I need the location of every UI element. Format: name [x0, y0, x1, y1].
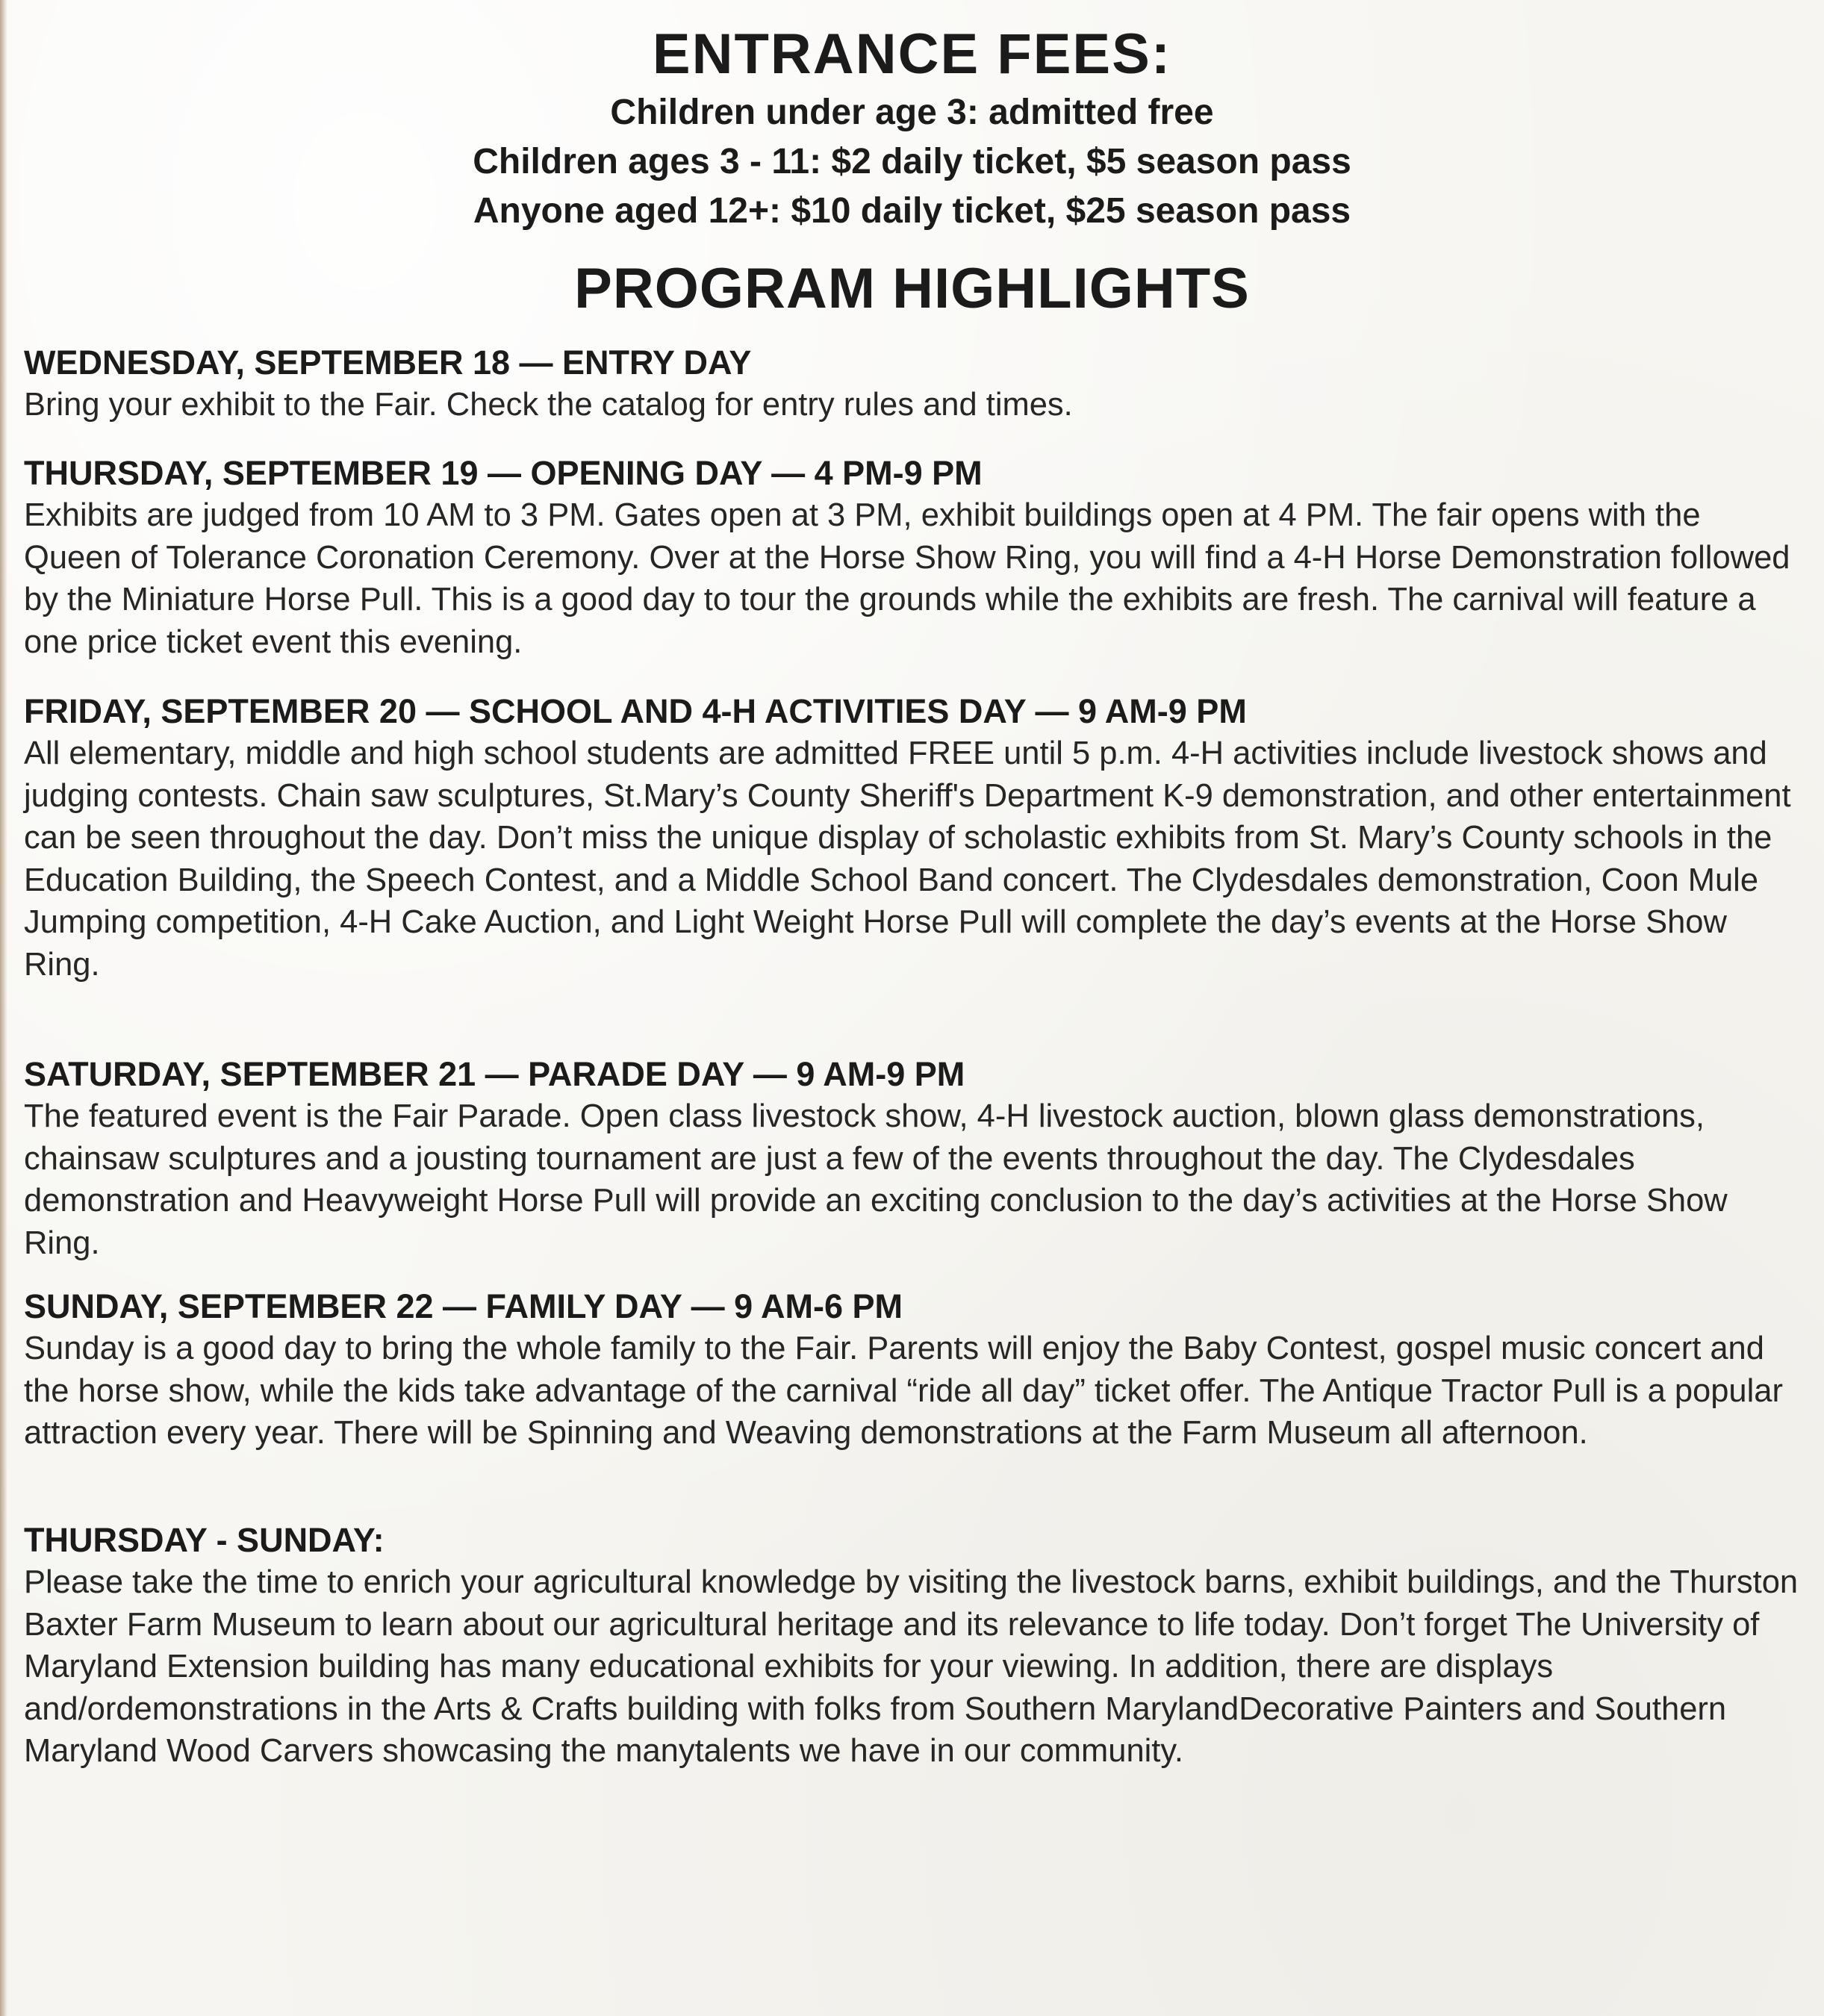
section-body: All elementary, middle and high school students are admitted FREE until 5 p.m. 4-H activities include livestock shows and judging contests. Chain saw sculptures, St.Mary’s County Sheriff's Department K-9 demonstration, and other entertainment can be seen throughout the day. Don’t miss the unique display of scholastic exhibits from St. Mary’s County schools in the Education Building, the Speech Contest, and a Middle School Band concert. The Clydesdales demonstration, Coon Mule Jumping competition, 4-H Cake Auction, and Light Weight Horse Pull will complete the day’s events at the Horse Show Ring. — [24, 735, 1791, 983]
section-body: Exhibits are judged from 10 AM to 3 PM. Gates open at 3 PM, exhibit buildings open at 4 PM. The fair opens with the Queen of Tolerance Coronation Ceremony. Over at the Horse Show Ring, you will find a 4-H Horse Demonstration followed by the Miniature Horse Pull. This is a good day to tour the grounds while the exhibits are fresh. The carnival will feature a one price ticket event this evening. — [24, 497, 1790, 660]
section-body: The featured event is the Fair Parade. Open class livestock show, 4-H livestock auction, blown glass demonstrations, chainsaw sculptures and a jousting tournament are just a few of the events throughout the day. The Clydesdales demonstration and Heavyweight Horse Pull will provide an exciting conclusion to the day’s activities at the Horse Show Ring. — [24, 1098, 1728, 1261]
program-highlights-title: PROGRAM HIGHLIGHTS — [574, 257, 1250, 320]
section-body: Sunday is a good day to bring the whole family to the Fair. Parents will enjoy the Baby Contest, gospel music concert and the horse show, while the kids take advantage of the carnival “ride all day” ticket offer. The Antique Tractor Pull is a popular attraction every year. There will be Spinning and Weaving demonstrations at the Farm Museum all afternoon. — [24, 1331, 1783, 1451]
section-heading: THURSDAY - SUNDAY: — [24, 1521, 385, 1559]
section-heading: SATURDAY, SEPTEMBER 21 — PARADE DAY — 9 AM-9 PM — [24, 1055, 965, 1093]
entrance-fees-block — [0, 21, 1824, 236]
section-body: Bring your exhibit to the Fair. Check the catalog for entry rules and times. — [24, 387, 1073, 423]
program-section-thursday — [24, 452, 1801, 663]
section-heading: WEDNESDAY, SEPTEMBER 18 — ENTRY DAY — [24, 343, 752, 382]
section-heading: THURSDAY, SEPTEMBER 19 — OPENING DAY — 4 PM-9 PM — [24, 454, 983, 492]
program-section-wednesday — [24, 342, 1801, 426]
program-section-friday — [24, 691, 1801, 986]
fee-line-ages-3-11: Children ages 3 - 11: $2 daily ticket, $5 season pass — [473, 142, 1351, 181]
fee-line-ages-12-plus: Anyone aged 12+: $10 daily ticket, $25 season pass — [473, 191, 1351, 231]
program-section-saturday — [24, 1054, 1801, 1264]
section-heading: FRIDAY, SEPTEMBER 20 — SCHOOL AND 4-H ACTIVITIES DAY — 9 AM-9 PM — [24, 692, 1247, 730]
section-heading: SUNDAY, SEPTEMBER 22 — FAMILY DAY — 9 AM-6 PM — [24, 1287, 903, 1325]
fee-line-under-3: Children under age 3: admitted free — [610, 93, 1214, 132]
program-section-thursday-sunday — [24, 1519, 1801, 1773]
program-section-sunday — [24, 1286, 1801, 1455]
section-body: Please take the time to enrich your agricultural knowledge by visiting the livestock barns, exhibit buildings, and the Thurston Baxter Farm Museum to learn about our agricultural heritage and its relevance to life today. Don’t forget The University of Maryland Extension building has many educational exhibits for your viewing. In addition, there are displays and/ordemonstrations in the Arts & Crafts building with folks from Southern MarylandDecorative Painters and Southern Maryland Wood Carvers showcasing the manytalents we have in our community. — [24, 1564, 1799, 1769]
entrance-fees-title: ENTRANCE FEES: — [652, 22, 1172, 86]
